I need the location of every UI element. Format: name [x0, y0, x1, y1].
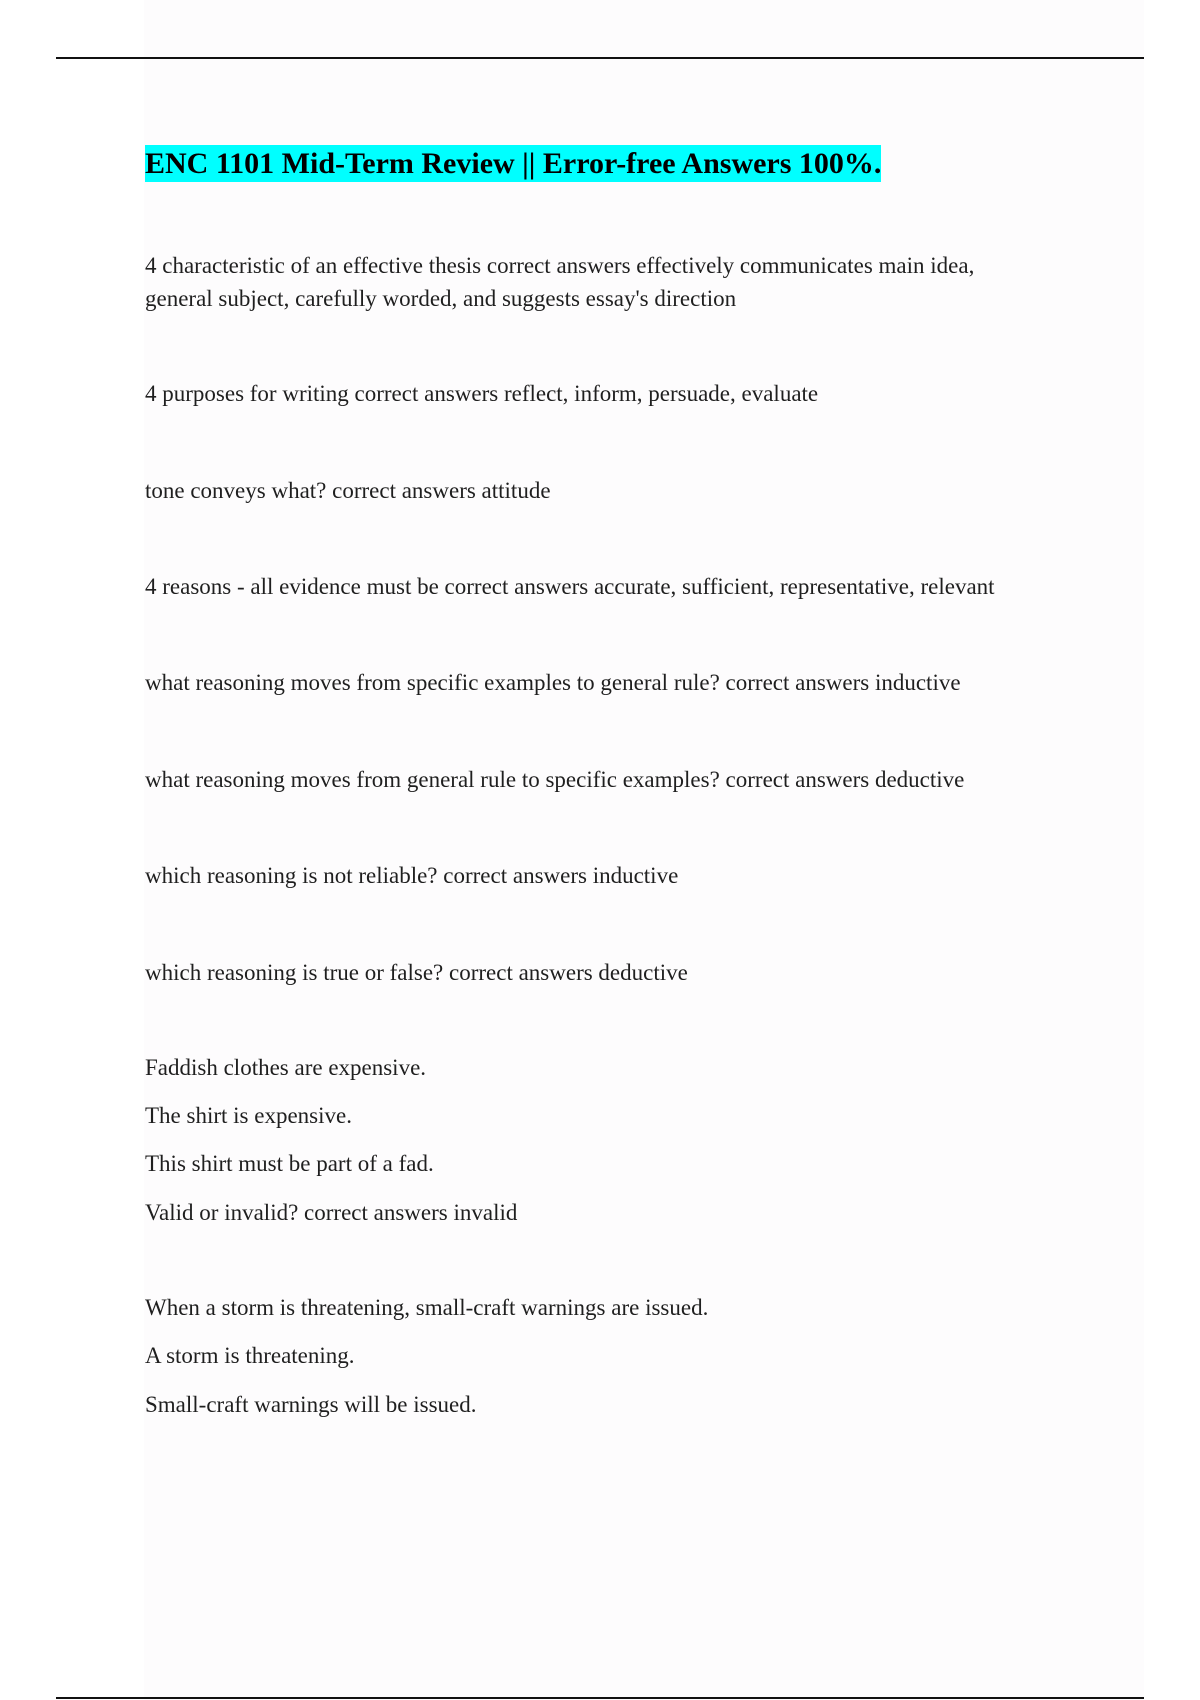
footer-rule [56, 1697, 1144, 1699]
syllogism-2-conclusion: Small-craft warnings will be issued. [145, 1392, 477, 1417]
qa-evidence: 4 reasons - all evidence must be correct answers accurate, sufficient, representative, relevant [145, 574, 995, 599]
qa-not-reliable: which reasoning is not reliable? correct answers inductive [145, 863, 679, 888]
qa-inductive-definition: what reasoning moves from specific examples to general rule? correct answers inductive [145, 670, 961, 695]
syllogism-1-answer: Valid or invalid? correct answers invalid [145, 1200, 518, 1225]
syllogism-1-conclusion: This shirt must be part of a fad. [145, 1151, 434, 1176]
qa-thesis-line-1: 4 characteristic of an effective thesis correct answers effectively communicates main idea, [145, 253, 975, 278]
qa-purposes: 4 purposes for writing correct answers reflect, inform, persuade, evaluate [145, 381, 819, 406]
qa-true-or-false: which reasoning is true or false? correct answers deductive [145, 960, 688, 985]
title-highlight: ENC 1101 Mid-Term Review || Error-free Answers 100%. [145, 147, 882, 180]
syllogism-2-premise-1: When a storm is threatening, small-craft warnings are issued. [145, 1295, 709, 1320]
header-rule [56, 57, 1144, 59]
qa-thesis-line-2: general subject, carefully worded, and suggests essay's direction [145, 286, 737, 311]
qa-deductive-definition: what reasoning moves from general rule to specific examples? correct answers deductive [145, 767, 965, 792]
syllogism-1-premise-1: Faddish clothes are expensive. [145, 1055, 427, 1080]
document-title [145, 143, 881, 185]
qa-tone: tone conveys what? correct answers attitude [145, 478, 551, 503]
syllogism-1-premise-2: The shirt is expensive. [145, 1103, 352, 1128]
syllogism-2-premise-2: A storm is threatening. [145, 1343, 355, 1368]
